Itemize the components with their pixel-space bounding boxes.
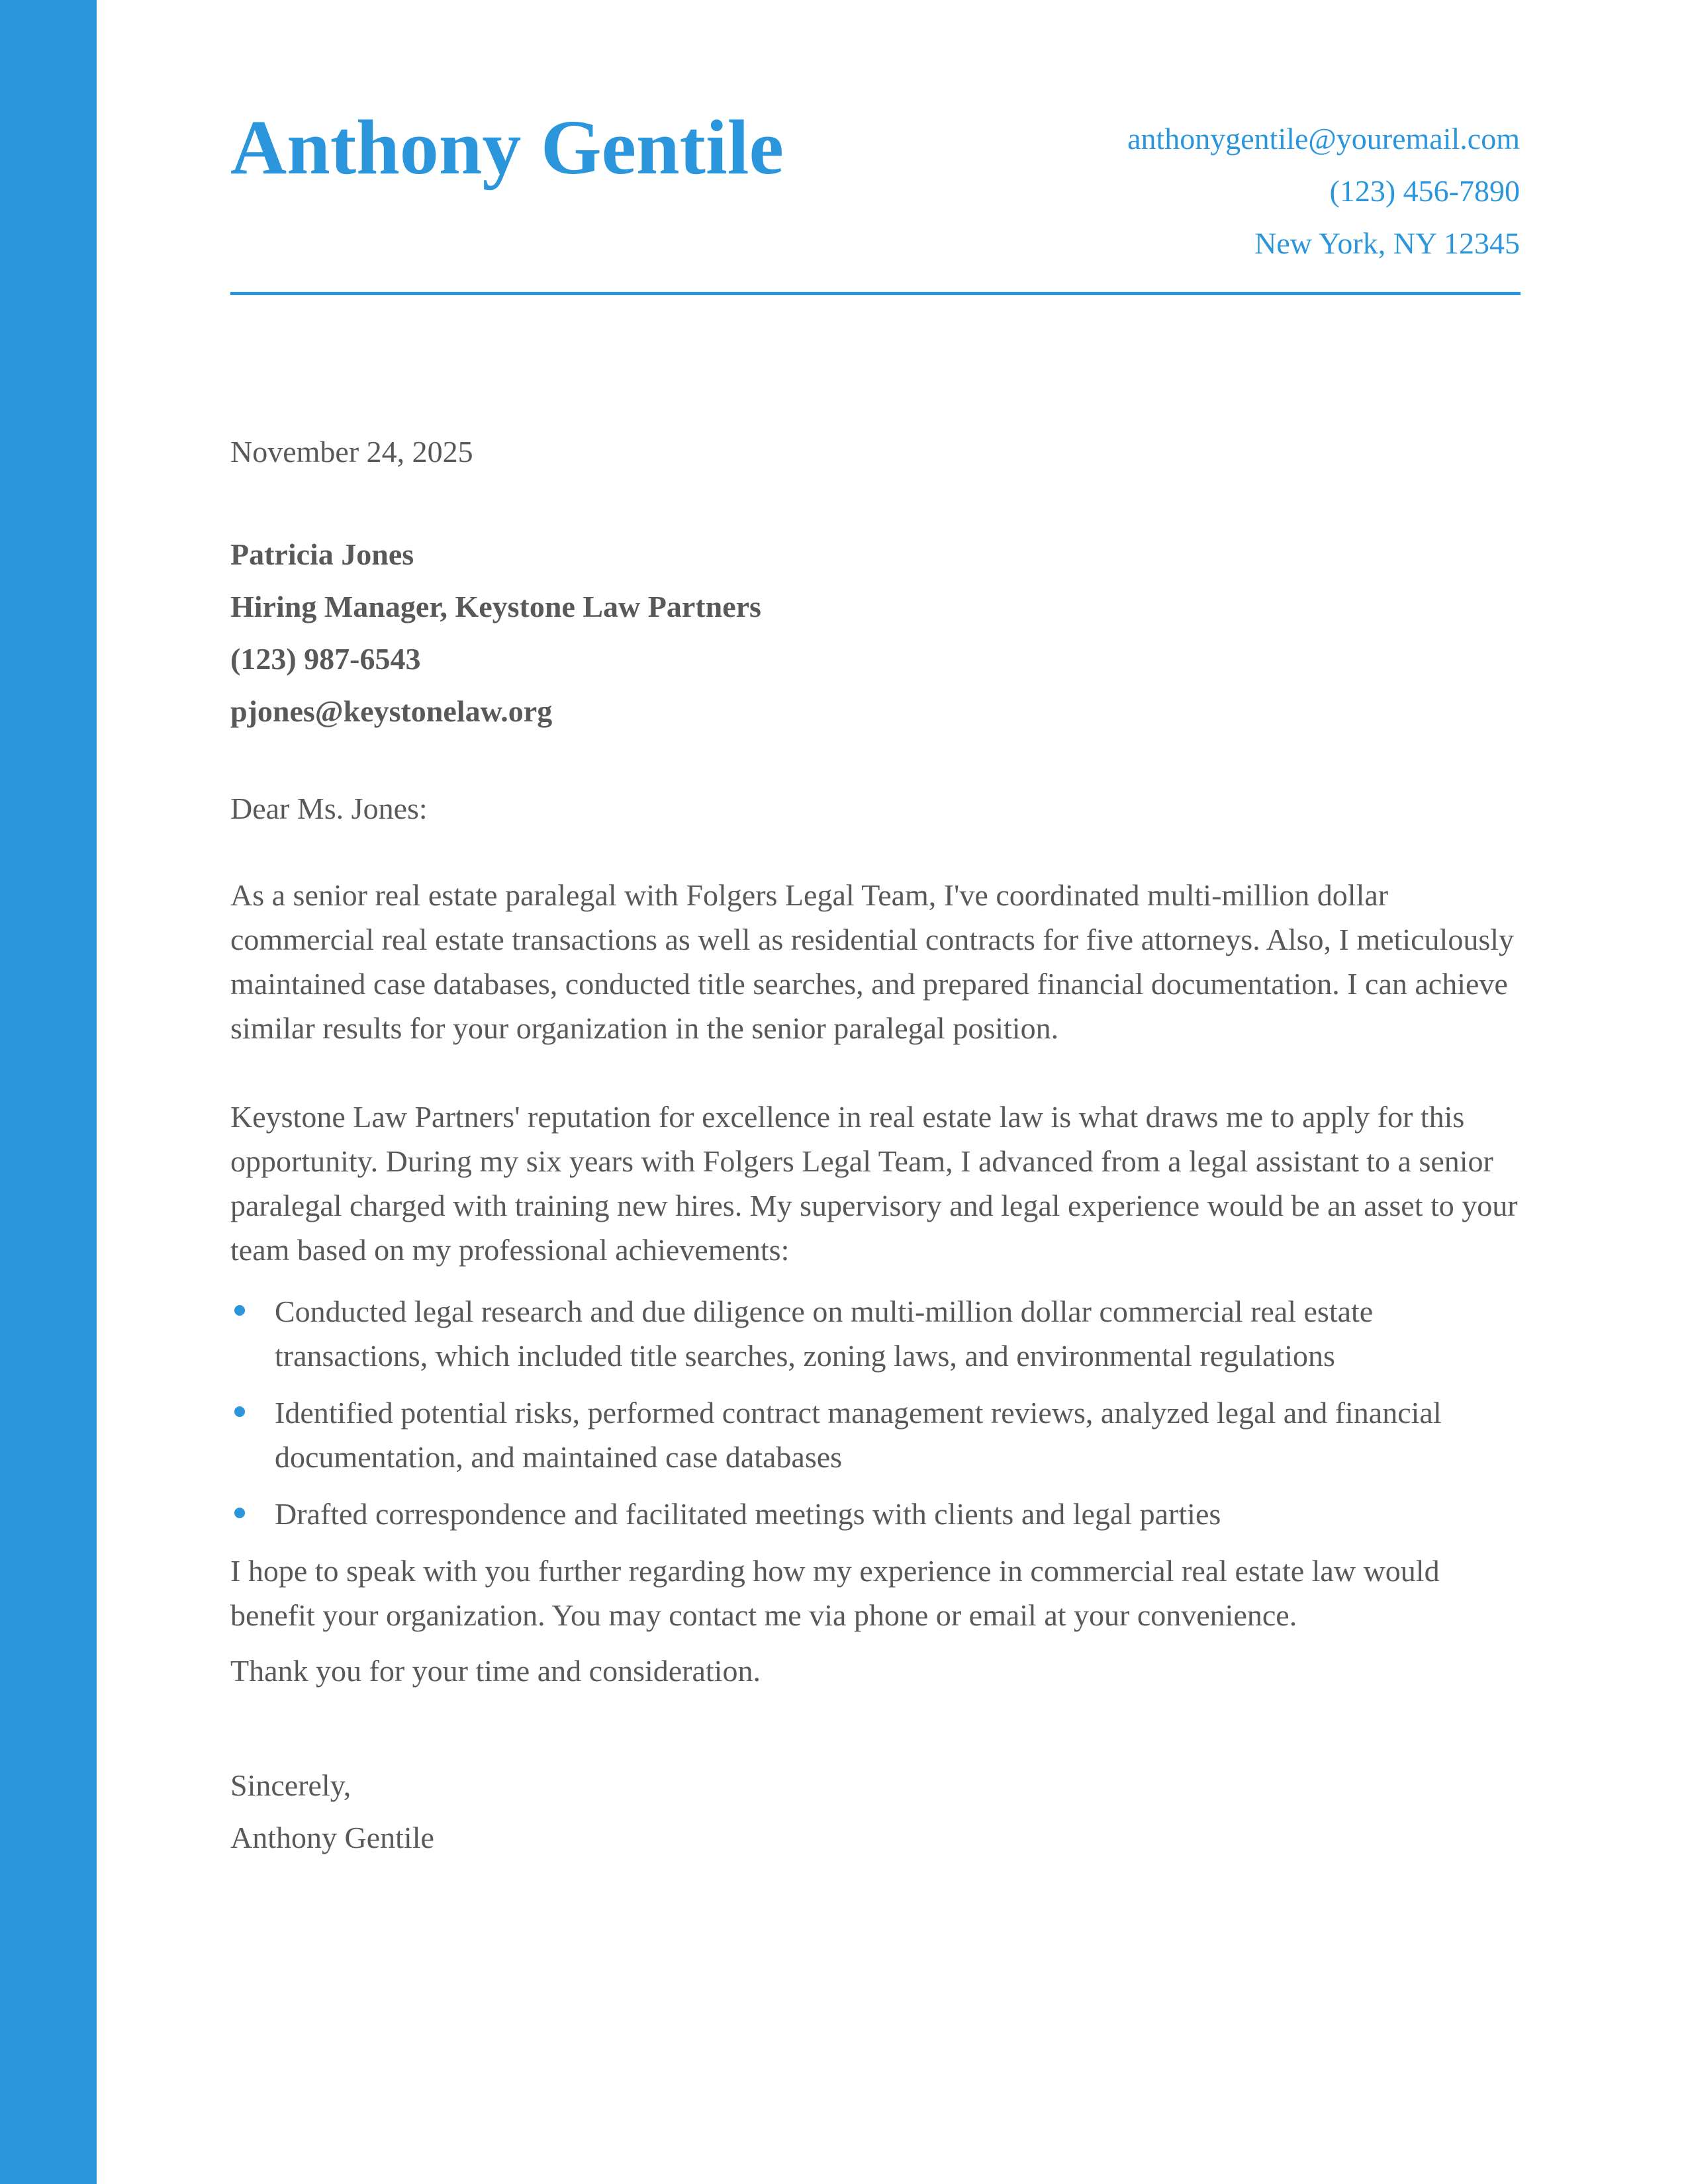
list-item — [230, 1289, 1528, 1378]
bullet-icon — [234, 1305, 245, 1316]
achievements-list — [230, 1289, 1528, 1536]
sender-email: anthonygentile@youremail.com — [1127, 122, 1520, 156]
recipient-block — [230, 528, 1528, 737]
signoff-block — [230, 1759, 1528, 1864]
sender-phone: (123) 456-7890 — [1329, 174, 1520, 208]
list-item-text: Drafted correspondence and facilitated meetings with clients and legal parties — [275, 1497, 1221, 1531]
body-paragraph: Keystone Law Partners' reputation for excellence in real estate law is what draws me to apply for this opportunity. During my six years with Folgers Legal Team, I advanced from a legal assistant to a senior paralegal charged with training new hires. My supervisory and legal experience would be an asset to your team based on my professional achievements: — [230, 1100, 1518, 1267]
sender-location: New York, NY 12345 — [1254, 226, 1520, 260]
header-divider — [230, 292, 1521, 295]
list-item — [230, 1390, 1528, 1479]
list-item-text: Identified potential risks, performed contract management reviews, analyzed legal and financial documentation, and maintained case databases — [275, 1396, 1442, 1474]
recipient-title: Hiring Manager, Keystone Law Partners — [230, 590, 761, 623]
recipient-phone: (123) 987-6543 — [230, 642, 421, 676]
recipient-name: Patricia Jones — [230, 537, 414, 571]
thanks-line: Thank you for your time and consideration. — [230, 1654, 761, 1688]
sender-name: Anthony Gentile — [230, 104, 784, 191]
sender-contact — [1127, 113, 1520, 269]
salutation: Dear Ms. Jones: — [230, 792, 428, 825]
signoff: Sincerely, — [230, 1768, 352, 1802]
list-item — [230, 1492, 1528, 1536]
letter-date: November 24, 2025 — [230, 435, 473, 469]
signature-name: Anthony Gentile — [230, 1821, 434, 1854]
bullet-icon — [234, 1508, 245, 1518]
body-paragraph: As a senior real estate paralegal with Folgers Legal Team, I've coordinated multi-million dollar commercial real estate transactions as well as residential contracts for five attorneys. Also, I meticulously maintained case databases, conducted title searches, and prepared financial documentation. I can achieve similar results for your organization in the senior paralegal position. — [230, 878, 1515, 1045]
recipient-email: pjones@keystonelaw.org — [230, 694, 553, 728]
letter-body — [230, 428, 1528, 1864]
list-item-text: Conducted legal research and due diligence on multi-million dollar commercial real estate transactions, which included title searches, zoning laws, and environmental regulations — [275, 1295, 1374, 1373]
bullet-icon — [234, 1406, 245, 1417]
accent-sidebar — [0, 0, 97, 2184]
closing-paragraph: I hope to speak with you further regarding how my experience in commercial real estate law would benefit your organization. You may contact me via phone or email at your convenience. — [230, 1554, 1440, 1632]
